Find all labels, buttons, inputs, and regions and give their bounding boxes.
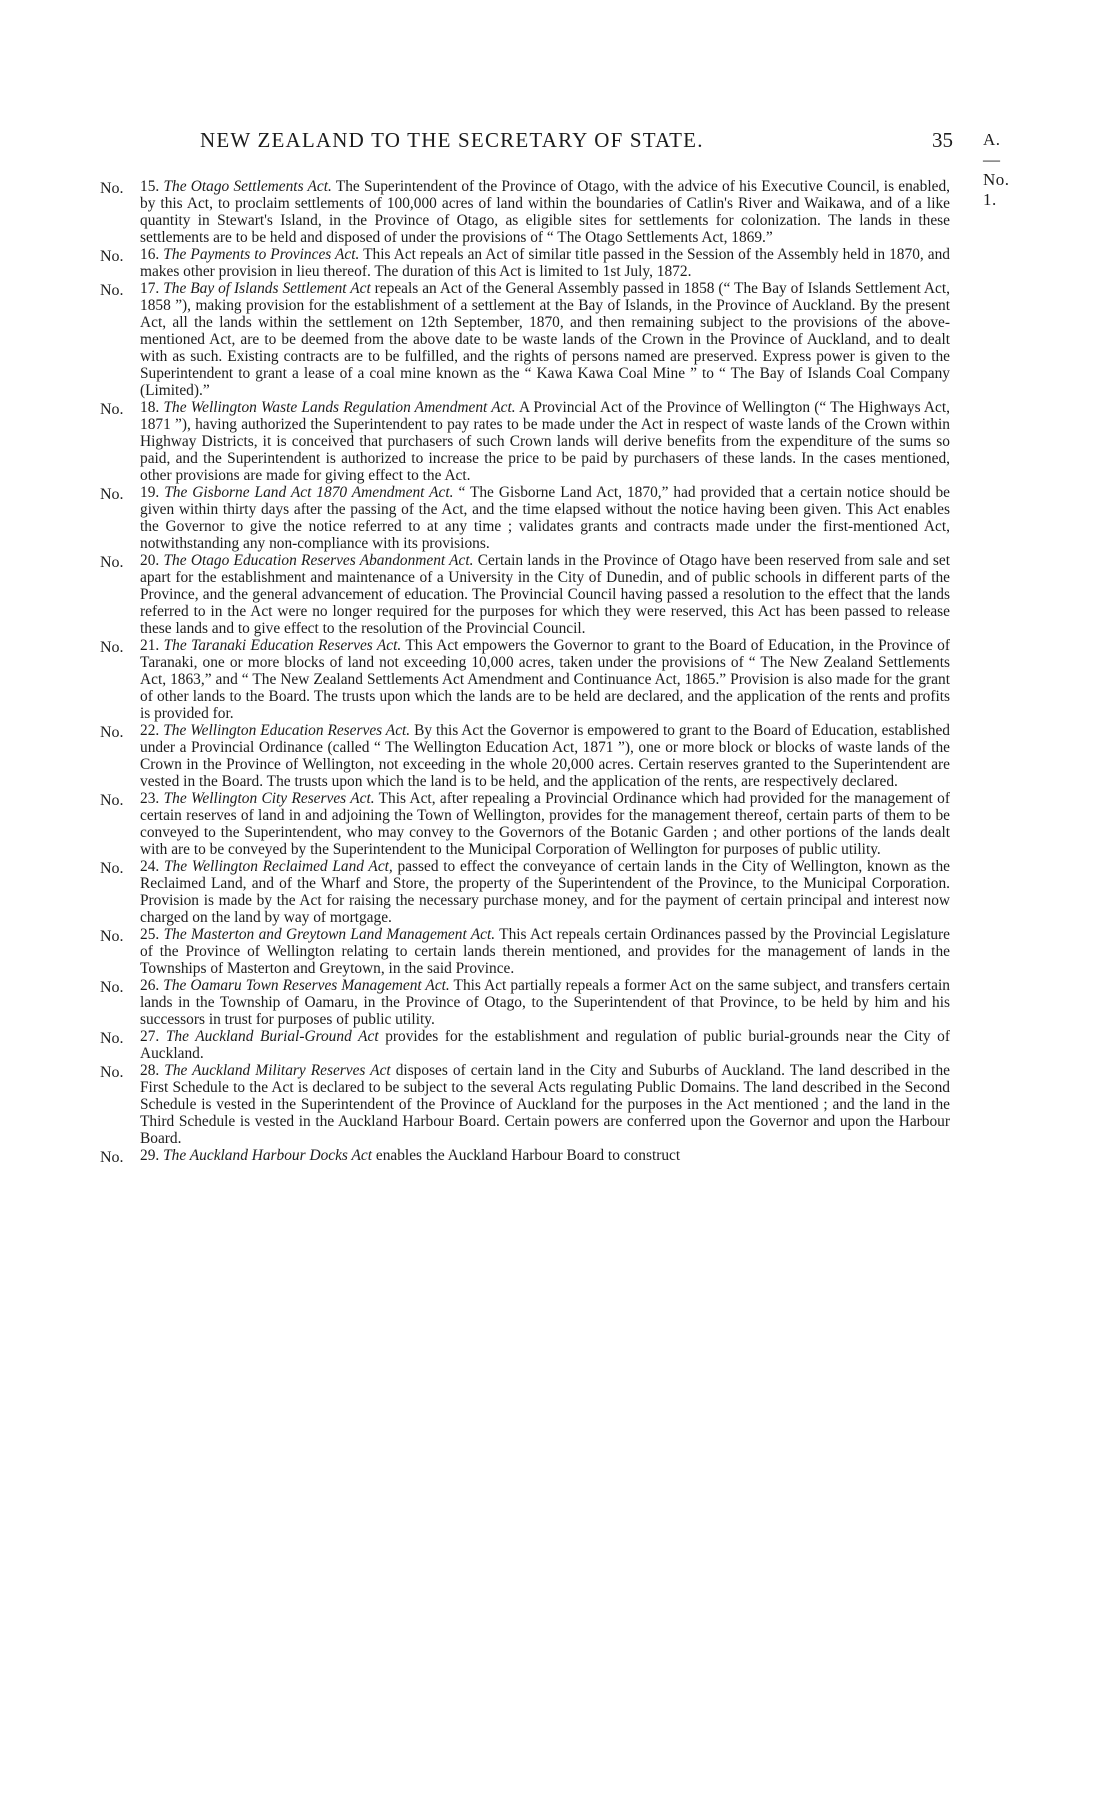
entry-number: 20. xyxy=(140,552,160,569)
entry-no-label: No. xyxy=(100,180,124,197)
act-title: The Oamaru Town Reserves Management Act. xyxy=(163,977,450,994)
document-reference: A.—No. 1. xyxy=(983,130,1010,209)
entry-number: 28. xyxy=(140,1062,160,1079)
entry-number: 17. xyxy=(140,280,160,297)
act-entry xyxy=(100,637,950,722)
act-entry xyxy=(100,552,950,637)
entry-no-label: No. xyxy=(100,1064,124,1081)
act-entry xyxy=(100,280,950,399)
act-title: The Auckland Military Reserves Act xyxy=(164,1062,391,1079)
act-description: “ The Gisborne Land Act, 1870,” had provided that a certain notice should be given within thirty days after the passing of the Act, and the time elapsed without the notice having been given. This Act enables the Governor to give the notice referred to at any time ; validates grants and contracts made under the first-mentioned Act, notwithstanding any non-compliance with its provisions. xyxy=(140,484,950,552)
act-description: This Act repeals certain Ordinances passed by the Provincial Legislature of the Province of Wellington relating to certain lands therein mentioned, and provides for the management of lands in the Townships of Masterton and Greytown, in the said Province. xyxy=(140,926,950,977)
act-entry xyxy=(100,1028,950,1062)
entry-no-label: No. xyxy=(100,282,124,299)
entry-number: 27. xyxy=(140,1028,160,1045)
entry-no-label: No. xyxy=(100,860,124,877)
entry-no-label: No. xyxy=(100,401,124,418)
entry-number: 25. xyxy=(140,926,160,943)
act-description: A Provincial Act of the Province of Wellington (“ The Highways Act, 1871 ”), having authorized the Superintendent to pay rates to be made under the Act in respect of waste lands of the Crown within Highway Districts, it is conceived that purchasers of such Crown lands will derive benefits from the expenditure of the sums so paid, and the Superintendent is authorized to increase the price to be paid by purchasers of these lands. In the cases mentioned, other provisions are made for giving effect to the Act. xyxy=(140,399,950,484)
entry-no-label: No. xyxy=(100,928,124,945)
entry-no-label: No. xyxy=(100,724,124,741)
entry-number: 21. xyxy=(140,637,160,654)
act-description: disposes of certain land in the City and Suburbs of Auckland. The land described in the First Schedule to the Act is declared to be subject to the several Acts regulating Public Domains. The land described in the Second Schedule is vested in the Superintendent of the Province of Auckland for the purposes in the Act mentioned ; and the land in the Third Schedule is vested in the Auckland Harbour Board. Certain powers are conferred upon the Governor and upon the Harbour Board. xyxy=(140,1062,950,1147)
act-description: repeals an Act of the General Assembly passed in 1858 (“ The Bay of Islands Settlement Act, 1858 ”), making provision for the establishment of a settlement at the Bay of Islands, in the Province of Auckland. By the present Act, all the lands within the settlement on 12th September, 1870, and then remaining subject to the provisions of the above-mentioned Act, are to be deemed from the above date to be waste lands of the Crown in the Province of Auckland, and to dealt with as such. Existing contracts are to be fulfilled, and the rights of persons named are preserved. Express power is given to the Superintendent to grant a lease of a coal mine known as the “ Kawa Kawa Coal Mine ” to “ The Bay of Islands Coal Company (Limited).” xyxy=(140,280,950,399)
act-entry xyxy=(100,790,950,858)
entry-number: 15. xyxy=(140,178,160,195)
entry-number: 16. xyxy=(140,246,160,263)
entry-no-label: No. xyxy=(100,1149,124,1166)
entry-number: 24. xyxy=(140,858,160,875)
act-title: The Wellington City Reserves Act. xyxy=(163,790,375,807)
act-entry xyxy=(100,178,950,246)
act-title: The Auckland Burial-Ground Act xyxy=(165,1028,379,1045)
entry-number: 26. xyxy=(140,977,160,994)
entry-number: 23. xyxy=(140,790,160,807)
act-entry xyxy=(100,484,950,552)
act-title: The Auckland Harbour Docks Act xyxy=(163,1147,372,1164)
entry-number: 18. xyxy=(140,399,160,416)
act-description: This Act partially repeals a former Act on the same subject, and transfers certain lands in the Township of Oamaru, in the Province of Otago, to the Superintendent of that Province, to be held by him and his successors in trust for purposes of public utility. xyxy=(140,977,950,1028)
act-title: The Wellington Waste Lands Regulation Amendment Act. xyxy=(163,399,516,416)
act-description: This Act empowers the Governor to grant to the Board of Education, in the Province of Taranaki, one or more blocks of land not exceeding 10,000 acres, taken under the provisions of “ The New Zealand Settlements Act, 1863,” and “ The New Zealand Settlements Act Amendment and Continuance Act, 1865.” Provision is also made for the grant of other lands to the Board. The trusts upon which the lands are to be held are declared, and the application of the rents and profits is provided for. xyxy=(140,637,950,722)
entry-number: 22. xyxy=(140,722,160,739)
entry-number: 29. xyxy=(140,1147,160,1164)
entry-number: 19. xyxy=(140,484,160,501)
running-title: NEW ZEALAND TO THE SECRETARY OF STATE. xyxy=(200,128,704,152)
entries-list xyxy=(100,178,950,1164)
act-entry xyxy=(100,722,950,790)
act-description: By this Act the Governor is empowered to grant to the Board of Education, established under a Provincial Ordinance (called “ The Wellington Education Act, 1871 ”), one or more block or blocks of waste lands of the Crown in the Province of Wellington, not exceeding in the whole 20,000 acres. Certain reserves granted to the Superintendent are vested in the Board. The trusts upon which the land is to be held, and the application of the rents, are respectively declared. xyxy=(140,722,950,790)
entry-no-label: No. xyxy=(100,979,124,996)
act-description: This Act, after repealing a Provincial Ordinance which had provided for the management of certain reserves of land in and adjoining the Town of Wellington, provides for the management thereof, certain parts of them to be conveyed to the Superintendent, who may convey to the Governors of the Botanic Garden ; and other portions of the lands dealt with are to be conveyed by the Superintendent to the Municipal Corporation of Wellington for purposes of public utility. xyxy=(140,790,950,858)
act-title: The Masterton and Greytown Land Management Act. xyxy=(163,926,496,943)
act-entry xyxy=(100,1062,950,1147)
act-entry xyxy=(100,977,950,1028)
entry-no-label: No. xyxy=(100,639,124,656)
act-title: The Otago Education Reserves Abandonment Act. xyxy=(163,552,474,569)
entry-no-label: No. xyxy=(100,554,124,571)
act-title: The Payments to Provinces Act. xyxy=(163,246,360,263)
entry-no-label: No. xyxy=(100,486,124,503)
entry-no-label: No. xyxy=(100,248,124,265)
act-description: provides for the establishment and regulation of public burial-grounds near the City of Auckland. xyxy=(140,1028,950,1062)
act-title: The Wellington Education Reserves Act. xyxy=(163,722,411,739)
act-description: This Act repeals an Act of similar title passed in the Session of the Assembly held in 1870, and makes other provision in lieu thereof. The duration of this Act is limited to 1st July, 1872. xyxy=(140,246,950,280)
act-title: The Wellington Reclaimed Land Act, xyxy=(163,858,393,875)
act-title: The Otago Settlements Act. xyxy=(163,178,332,195)
act-description: passed to effect the conveyance of certain lands in the City of Wellington, known as the Reclaimed Land, and of the Wharf and Store, the property of the Superintendent of the Province, to the Municipal Corporation. Provision is made by the Act for raising the necessary purchase money, and for the payment of certain principal and interest now charged on the land by way of mortgage. xyxy=(140,858,950,926)
act-title: The Taranaki Education Reserves Act. xyxy=(163,637,402,654)
act-title: The Gisborne Land Act 1870 Amendment Act. xyxy=(164,484,454,501)
act-title: The Bay of Islands Settlement Act xyxy=(163,280,371,297)
act-entry xyxy=(100,858,950,926)
act-description: The Superintendent of the Province of Otago, with the advice of his Executive Council, is enabled, by this Act, to proclaim settlements of 100,000 acres of land within the boundaries of Catlin's River and Waikawa, and of a like quantity in Stewart's Island, in the Province of Otago, as eligible sites for settlements for colonization. The lands in these settlements are to be held and disposed of under the provisions of “ The Otago Settlements Act, 1869.” xyxy=(140,178,950,246)
entry-no-label: No. xyxy=(100,1030,124,1047)
page-number: 35 xyxy=(932,128,953,152)
act-description: enables the Auckland Harbour Board to construct xyxy=(375,1147,681,1164)
entry-no-label: No. xyxy=(100,792,124,809)
act-entry xyxy=(100,1147,950,1164)
act-entry xyxy=(100,399,950,484)
act-entry xyxy=(100,926,950,977)
act-description: Certain lands in the Province of Otago have been reserved from sale and set apart for the establishment and maintenance of a University in the City of Dunedin, and of public schools in different parts of the Province, and the general advancement of education. The Provincial Council having passed a resolution to the effect that the lands referred to in the Act were no longer required for the purposes for which they were reserved, this Act has been passed to release these lands and to give effect to the resolution of the Provincial Council. xyxy=(140,552,950,637)
act-entry xyxy=(100,246,950,280)
